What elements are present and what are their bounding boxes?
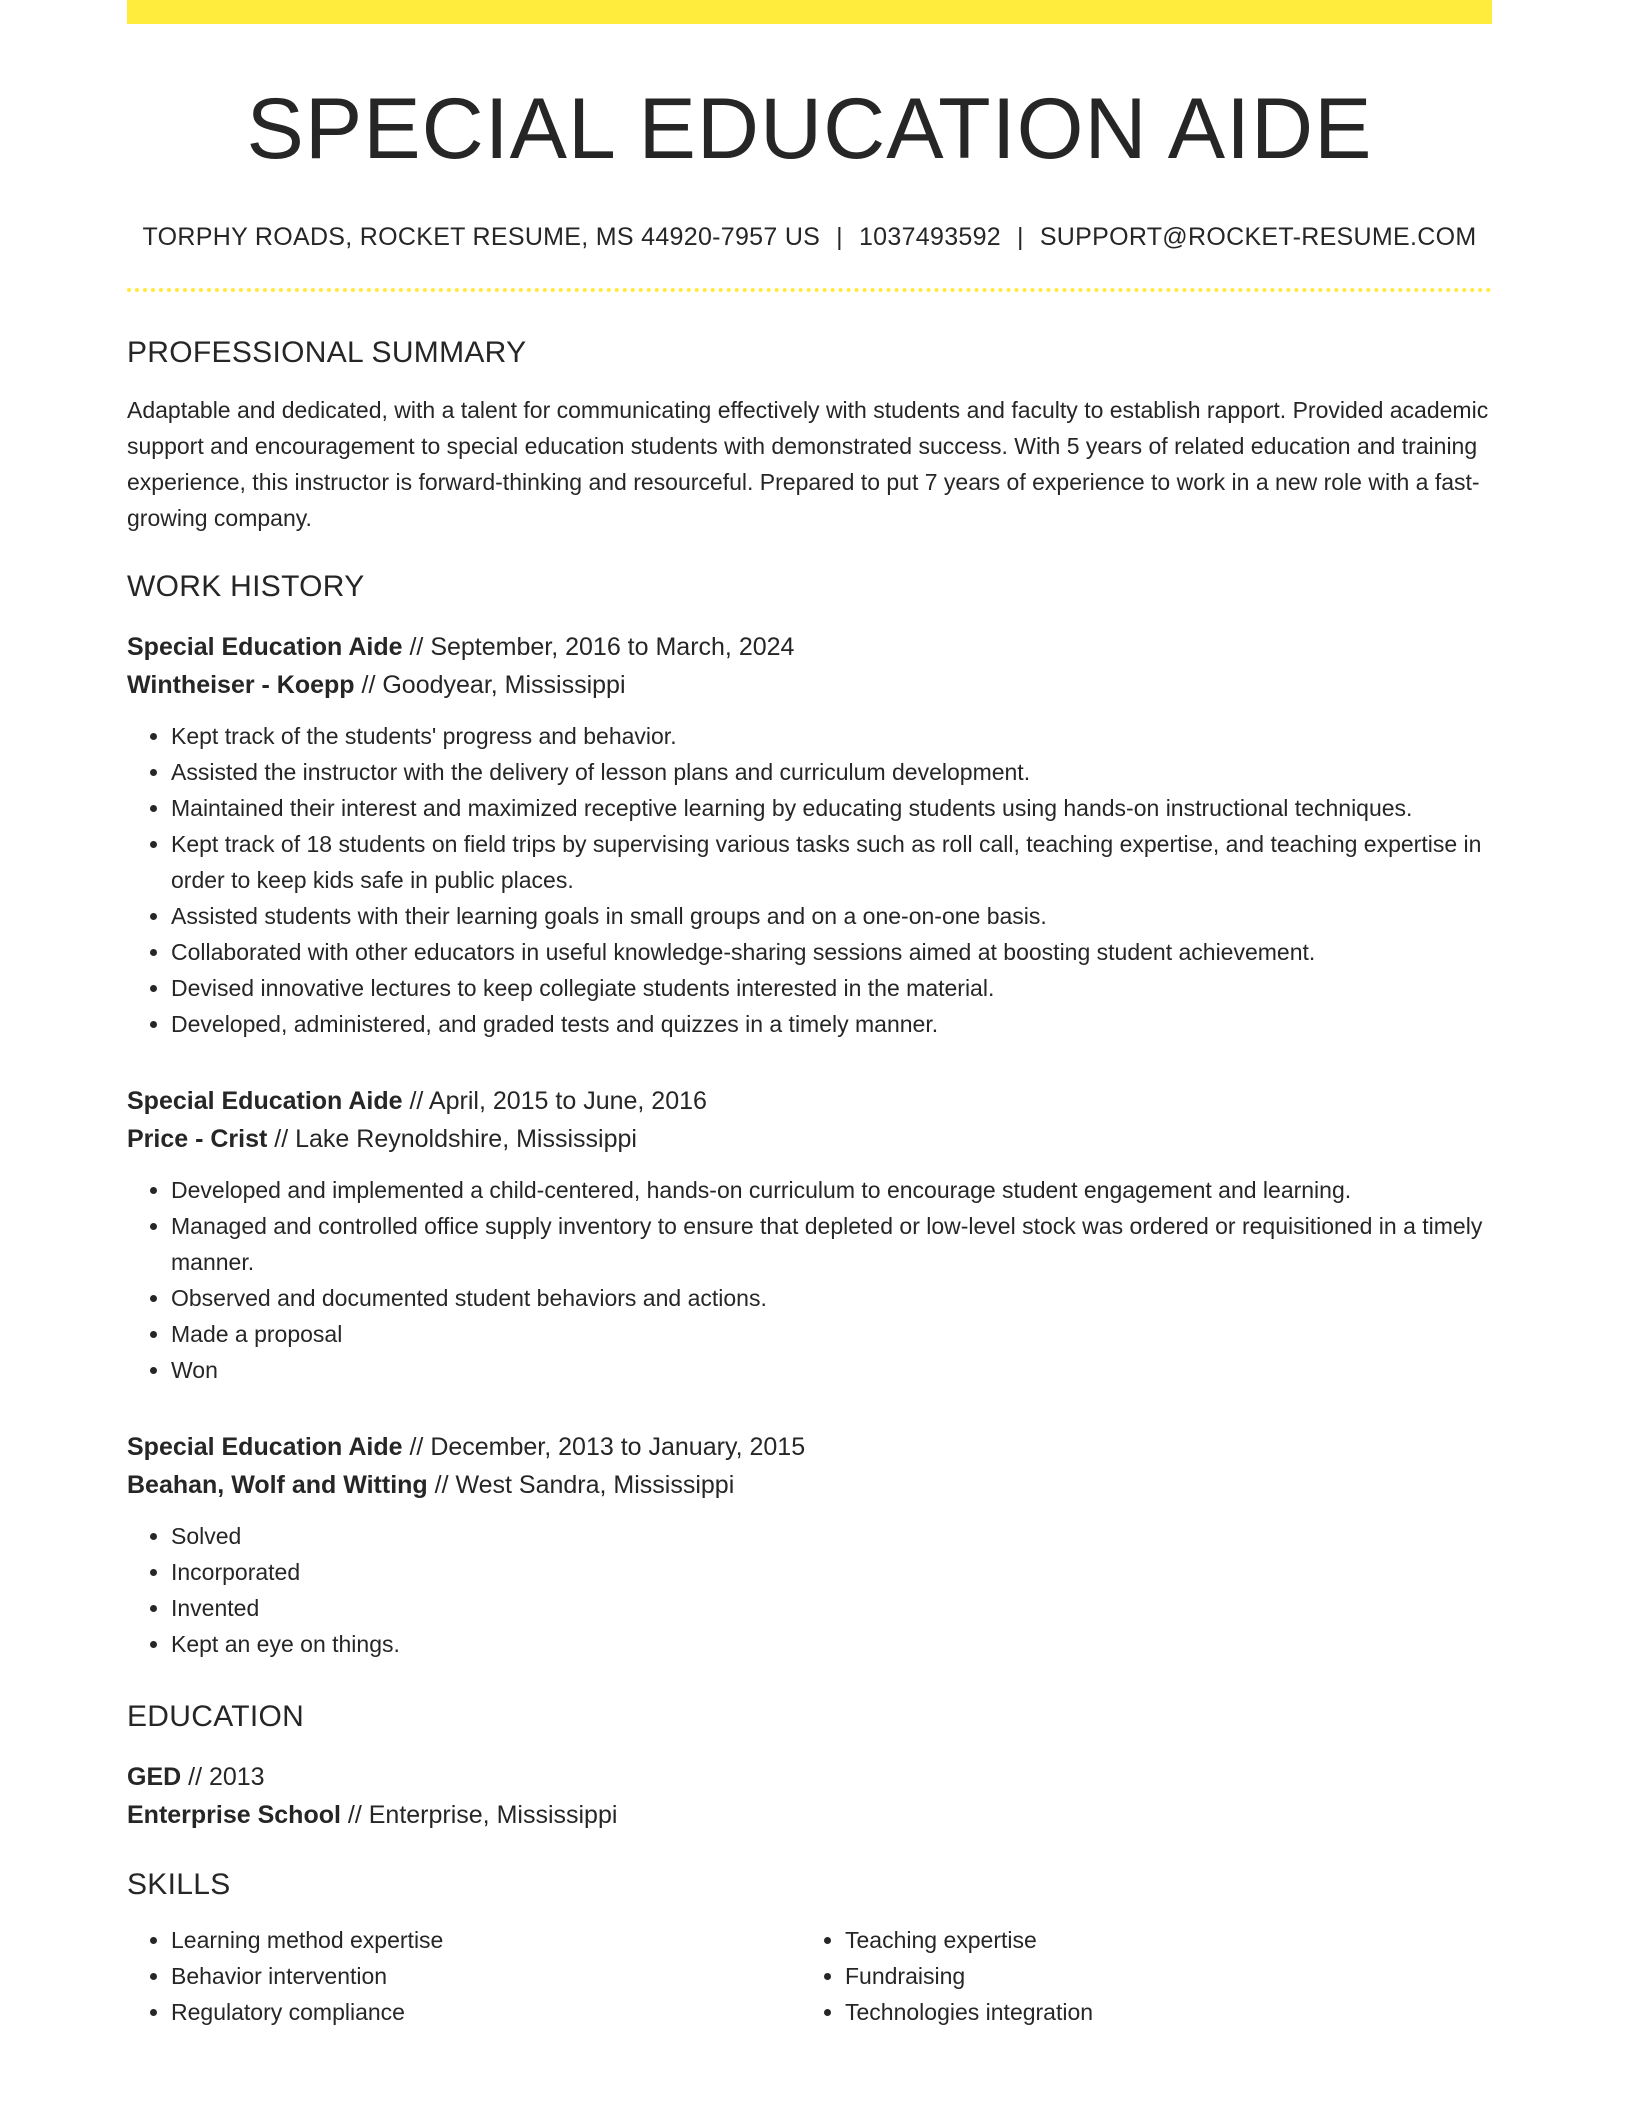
top-accent-bar bbox=[127, 0, 1492, 24]
job-bullet: • Kept an eye on things. bbox=[171, 1626, 1492, 1662]
job-entry bbox=[127, 1428, 1492, 1662]
job-company-line bbox=[127, 666, 1492, 704]
job-company: Price - Crist bbox=[127, 1124, 268, 1153]
skill-item: • Technologies integration bbox=[845, 1994, 1475, 2030]
job-company-line bbox=[127, 1466, 1492, 1504]
contact-separator: | bbox=[1017, 222, 1024, 251]
education-school: Enterprise School bbox=[127, 1800, 341, 1829]
skills-list-left bbox=[127, 1922, 801, 2030]
job-bullet: • Managed and controlled office supply inventory to ensure that depleted or low-level stock was ordered or requisitioned in a timely manner. bbox=[171, 1208, 1492, 1280]
work-history-heading: WORK HISTORY bbox=[127, 569, 365, 603]
job-bullet: • Incorporated bbox=[171, 1554, 1492, 1590]
job-title: Special Education Aide bbox=[127, 1432, 403, 1461]
education-heading: EDUCATION bbox=[127, 1699, 305, 1733]
job-bullet: • Observed and documented student behaviors and actions. bbox=[171, 1280, 1492, 1316]
job-title-line bbox=[127, 1082, 1492, 1120]
skills-heading: SKILLS bbox=[127, 1867, 231, 1901]
job-bullet: • Assisted students with their learning goals in small groups and on a one-on-one basis. bbox=[171, 898, 1492, 934]
job-company: Wintheiser - Koepp bbox=[127, 670, 355, 699]
job-title-line bbox=[127, 628, 1492, 666]
skill-item: • Fundraising bbox=[845, 1958, 1475, 1994]
job-bullet: • Solved bbox=[171, 1518, 1492, 1554]
education-degree: GED bbox=[127, 1762, 182, 1791]
job-bullet: • Developed, administered, and graded tests and quizzes in a timely manner. bbox=[171, 1006, 1492, 1042]
skill-item: • Behavior intervention bbox=[171, 1958, 801, 1994]
job-dates: // April, 2015 to June, 2016 bbox=[402, 1086, 707, 1115]
job-entry bbox=[127, 1082, 1492, 1388]
job-bullet: • Made a proposal bbox=[171, 1316, 1492, 1352]
contact-separator: | bbox=[836, 222, 843, 251]
job-company-line bbox=[127, 1120, 1492, 1158]
education-entry bbox=[127, 1758, 1492, 1834]
summary-heading: PROFESSIONAL SUMMARY bbox=[127, 335, 527, 369]
skills-list-right bbox=[801, 1922, 1475, 2030]
skills-grid bbox=[127, 1922, 1492, 2030]
job-title-line bbox=[127, 1428, 1492, 1466]
job-dates: // December, 2013 to January, 2015 bbox=[402, 1432, 806, 1461]
job-bullet: • Won bbox=[171, 1352, 1492, 1388]
job-bullets bbox=[127, 1518, 1492, 1662]
resume-page bbox=[127, 0, 1492, 2030]
skill-item: • Learning method expertise bbox=[171, 1922, 801, 1958]
education-degree-line bbox=[127, 1758, 1492, 1796]
education-location: // Enterprise, Mississippi bbox=[340, 1800, 618, 1829]
job-title: Special Education Aide bbox=[127, 1086, 403, 1115]
job-location: // Lake Reynoldshire, Mississippi bbox=[267, 1124, 637, 1153]
resume-title: SPECIAL EDUCATION AIDE bbox=[246, 81, 1373, 177]
dotted-divider bbox=[127, 288, 1492, 292]
summary-text: Adaptable and dedicated, with a talent for communicating effectively with students and faculty to establish rapport. Provided academic support and encouragement to special education students with demonstrated success. With 5 years of related education and training experience, this instructor is forward-thinking and resourceful. Prepared to put 7 years of experience to work in a new role with a fast-growing company. bbox=[127, 396, 1489, 531]
job-bullet: • Kept track of the students' progress and behavior. bbox=[171, 718, 1492, 754]
skill-item: • Teaching expertise bbox=[845, 1922, 1475, 1958]
job-bullet: • Invented bbox=[171, 1590, 1492, 1626]
contact-line bbox=[127, 223, 1492, 252]
job-bullet: • Assisted the instructor with the delivery of lesson plans and curriculum development. bbox=[171, 754, 1492, 790]
skill-item: • Regulatory compliance bbox=[171, 1994, 801, 2030]
job-bullet: • Kept track of 18 students on field trips by supervising various tasks such as roll call, teaching expertise, and teaching expertise in order to keep kids safe in public places. bbox=[171, 826, 1492, 898]
job-bullet: • Collaborated with other educators in useful knowledge-sharing sessions aimed at boosting student achievement. bbox=[171, 934, 1492, 970]
contact-phone: 1037493592 bbox=[858, 222, 1002, 251]
contact-address: TORPHY ROADS, ROCKET RESUME, MS 44920-7957 US bbox=[142, 222, 821, 251]
job-bullet: • Developed and implemented a child-centered, hands-on curriculum to encourage student engagement and learning. bbox=[171, 1172, 1492, 1208]
job-bullet: • Maintained their interest and maximized receptive learning by educating students using hands-on instructional techniques. bbox=[171, 790, 1492, 826]
job-bullets bbox=[127, 1172, 1492, 1388]
job-company: Beahan, Wolf and Witting bbox=[127, 1470, 428, 1499]
job-title: Special Education Aide bbox=[127, 632, 403, 661]
education-school-line bbox=[127, 1796, 1492, 1834]
education-year: // 2013 bbox=[181, 1762, 265, 1791]
job-bullet: • Devised innovative lectures to keep collegiate students interested in the material. bbox=[171, 970, 1492, 1006]
contact-email: SUPPORT@ROCKET-RESUME.COM bbox=[1039, 222, 1477, 251]
job-entry bbox=[127, 628, 1492, 1042]
job-bullets bbox=[127, 718, 1492, 1042]
job-dates: // September, 2016 to March, 2024 bbox=[402, 632, 795, 661]
job-location: // West Sandra, Mississippi bbox=[427, 1470, 735, 1499]
job-location: // Goodyear, Mississippi bbox=[354, 670, 626, 699]
